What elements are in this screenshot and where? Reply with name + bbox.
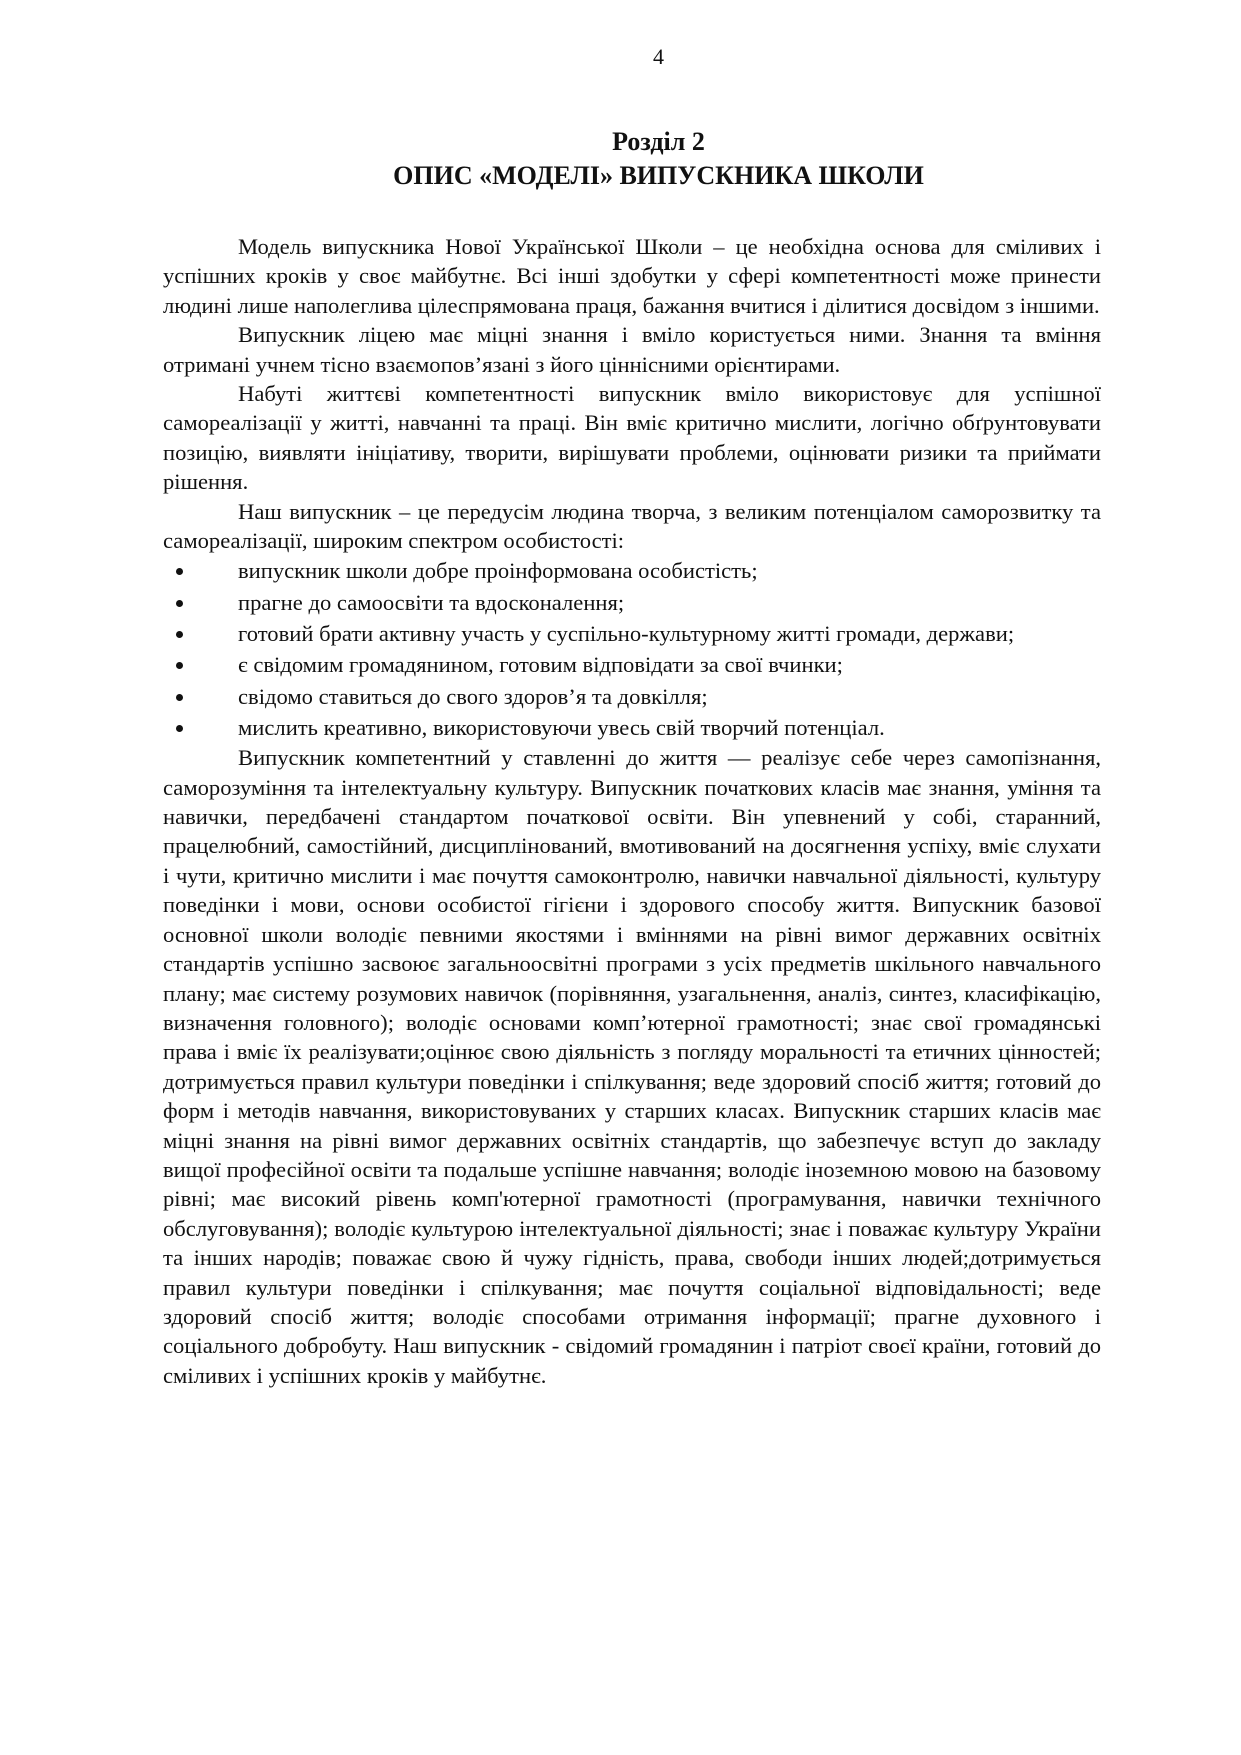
bullet-icon — [176, 694, 183, 701]
list-item — [163, 555, 1101, 586]
list-item — [163, 681, 1101, 712]
paragraph-intro: Модель випускника Нової Української Школи – це необхідна основа для сміливих і успішних кроків у своє майбутнє. Всі інші здобутки у сфері компетентності може принести людині лише наполеглива цілеспрямована праця, бажання вчитися і ділитися досвідом з іншими. — [163, 234, 1101, 318]
list-item — [163, 712, 1101, 743]
list-item-text: прагне до самоосвіти та вдосконалення; — [238, 589, 625, 615]
list-item-text: випускник школи добре проінформована особистість; — [238, 558, 758, 584]
paragraph-lyceum-graduate: Випускник ліцею має міцні знання і вміло користується ними. Знання та вміння отримані учнем тісно взаємопов’язані з його ціннісними орієнтирами. — [163, 322, 1101, 377]
chapter-heading: Розділ 2 — [612, 127, 705, 156]
chapter-title: ОПИС «МОДЕЛІ» ВИПУСКНИКА ШКОЛИ — [393, 161, 924, 190]
page-number: 4 — [653, 44, 664, 69]
bullet-icon — [176, 662, 183, 669]
paragraph-creative-person: Наш випускник – це передусім людина творча, з великим потенціалом саморозвитку та самореалізації, широким спектром особистості: — [163, 498, 1101, 554]
list-item-text: мислить креативно, використовуючи увесь свій творчий потенціал. — [238, 714, 885, 740]
qualities-list — [163, 555, 1101, 743]
bullet-icon — [176, 631, 183, 638]
bullet-icon — [176, 568, 183, 575]
list-item-text: готовий брати активну участь у суспільно-культурному житті громади, держави; — [238, 621, 1015, 647]
list-item-text: є свідомим громадянином, готовим відповідати за свої вчинки; — [238, 652, 843, 678]
list-item — [163, 649, 1101, 680]
list-item — [163, 618, 1101, 649]
paragraph-graduate-levels: Випускник компетентний у ставленні до життя — реалізує себе через самопізнання, саморозуміння та інтелектуальну культуру. Випускник початкових класів має знання, уміння та навички, передбачені стандартом початкової освіти. Він упевнений у собі, старанний, працелюбний, самостійний, дисциплінований, вмотивований на досягнення успіху, вміє слухати і чути, критично мислити і має почуття самоконтролю, навички навчальної діяльності, культуру поведінки і мови, основи особистої гігієни і здорового способу життя. Випускник базової основної школи володіє певними якостями і вміннями на рівні вимог державних освітніх стандартів успішно засвоює загальноосвітні програми з усіх предметів шкільного навчального плану; має систему розумових навичок (порівняння, узагальнення, аналіз, синтез, класифікацію, визначення головного); володіє основами комп’ютерної грамотності; знає свої громадянські права і вміє їх реалізувати;оцінює свою діяльність з погляду моральності та етичних цінностей; дотримується правил культури поведінки і спілкування; веде здоровий спосіб життя; готовий до форм і методів навчання, використовуваних у старших класах. Випускник старших класів має міцні знання на рівні вимог державних освітніх стандартів, що забезпечує вступ до закладу вищої професійної освіти та подальше успішне навчання; володіє іноземною мовою на базовому рівні; має високий рівень комп'ютерної грамотності (програмування, навички технічного обслуговування); володіє культурою інтелектуальної діяльності; знає і поважає культуру України та інших народів; поважає свою й чужу гідність, права, свободи інших людей;дотримується правил культури поведінки і спілкування; має почуття соціальної відповідальності; веде здоровий спосіб життя; володіє способами отримання інформації; прагне духовного і соціального добробуту. Наш випускник - свідомий громадянин і патріот своєї країни, готовий до сміливих і успішних кроків у майбутнє. — [163, 745, 1101, 1388]
paragraph-competences: Набуті життєві компетентності випускник вміло використовує для успішної самореалізації у житті, навчанні та праці. Він вміє критично мислити, логічно обґрунтовувати позицію, виявляти ініціативу, творити, вирішувати проблеми, оцінювати ризики та приймати рішення. — [163, 381, 1101, 495]
bullet-icon — [176, 725, 183, 732]
bullet-icon — [176, 600, 183, 607]
list-item-text: свідомо ставиться до свого здоров’я та довкілля; — [238, 683, 708, 709]
list-item — [163, 587, 1101, 618]
body-text — [163, 232, 1101, 1390]
